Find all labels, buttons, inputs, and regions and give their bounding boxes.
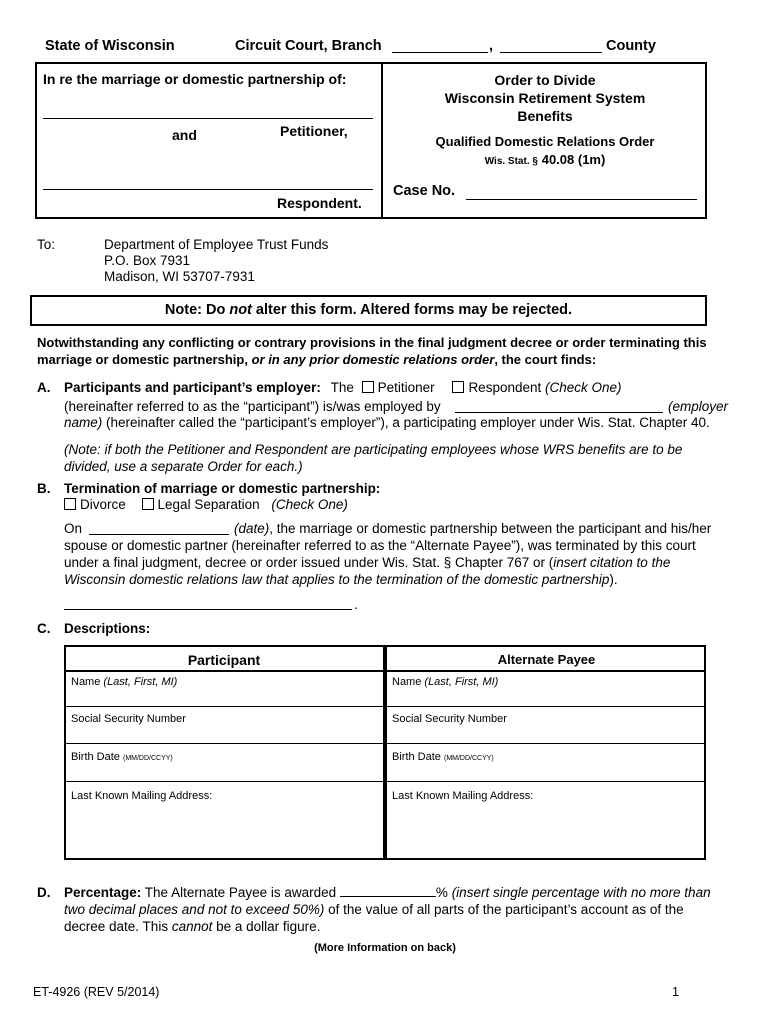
date-italic-label: (date) [234, 521, 270, 536]
note-not: not [229, 302, 252, 318]
section-d-letter: D. [37, 885, 51, 900]
participant-ssn-cell[interactable]: Social Security Number [71, 713, 186, 725]
etf-line-3: Madison, WI 53707-7931 [104, 269, 255, 284]
divorce-label: Divorce [80, 497, 126, 512]
respondent-checkbox[interactable] [452, 381, 464, 393]
alternate-address-cell[interactable]: Last Known Mailing Address: [392, 790, 534, 802]
county-label: County [606, 38, 656, 54]
section-d-line-2 [64, 902, 684, 917]
order-title [383, 71, 707, 125]
section-d-italic-2: two decimal places and not to exceed 50%) [64, 902, 325, 917]
section-b-heading: Termination of marriage or domestic partnership: [64, 481, 381, 496]
name-italic-label: name) [64, 415, 103, 430]
state-label: State of Wisconsin [45, 38, 175, 54]
alternate-birth-cell[interactable] [392, 751, 494, 763]
participant-column-header: Participant [187, 652, 261, 668]
section-a-check-one: (Check One) [545, 380, 622, 395]
table-rule-3 [64, 781, 706, 782]
etf-address [104, 237, 328, 285]
legal-separation-label: Legal Separation [157, 497, 260, 512]
legal-separation-checkbox[interactable] [142, 498, 154, 510]
alternate-birth-label: Birth Date [392, 751, 441, 763]
divorce-checkbox[interactable] [64, 498, 76, 510]
petitioner-name-field[interactable] [43, 118, 373, 119]
note-pre: Note: Do [164, 302, 230, 318]
alternate-name-cell[interactable] [392, 676, 498, 688]
petitioner-checkbox[interactable] [362, 381, 374, 393]
table-divider [383, 645, 387, 860]
table-rule-2 [64, 743, 706, 744]
section-c-heading: Descriptions: [64, 621, 151, 636]
to-label: To: [37, 237, 56, 252]
and-label: and [172, 127, 197, 143]
petitioner-option-label: Petitioner [377, 380, 435, 395]
termination-date-field[interactable] [89, 534, 229, 535]
title-line-1: Order to Divide [494, 72, 596, 88]
comma: , [489, 38, 494, 54]
statute [383, 152, 707, 167]
note-text [30, 302, 707, 318]
section-a-the: The [330, 380, 354, 395]
section-a-letter: A. [37, 380, 51, 395]
section-c-letter: C. [37, 621, 51, 636]
section-d-text-3a: decree date. This [64, 919, 172, 934]
section-b-letter: B. [37, 481, 51, 496]
petitioner-label: Petitioner, [280, 123, 348, 139]
case-no-field[interactable] [466, 199, 697, 200]
participant-name-cell[interactable] [71, 676, 177, 688]
participant-name-label: Name [71, 676, 101, 688]
section-d-text-2: of the value of all parts of the participant’s account as of the [324, 902, 684, 917]
intro-part-2: or in any prior domestic relations order [251, 352, 495, 367]
note-post: alter this form. Altered forms may be rejected. [251, 302, 573, 318]
section-a-line-1 [64, 380, 622, 395]
section-b-options [64, 497, 348, 512]
in-re-label: In re the marriage or domestic partnership of: [43, 71, 347, 87]
participant-birth-hint: (MM/DD/CCYY) [122, 755, 173, 762]
section-d-italic-1: (insert single percentage with no more than [447, 885, 711, 900]
statute-number: 40.08 (1m) [541, 152, 606, 167]
form-id: ET-4926 (REV 5/2014) [33, 985, 160, 999]
section-b-line-4 [64, 572, 618, 587]
etf-line-2: P.O. Box 7931 [104, 253, 191, 268]
etf-line-1: Department of Employee Trust Funds [104, 237, 329, 252]
section-b-line-3 [64, 555, 670, 570]
section-b-line-1-rest: , the marriage or domestic partnership between the participant and his/her [269, 521, 712, 536]
section-a-line-3-rest: (hereinafter called the “participant’s employer”), a participating employer under Wis. Stat. Chapter 40. [102, 415, 710, 430]
branch-field[interactable] [392, 52, 488, 53]
statute-prefix: Wis. Stat. § [484, 156, 538, 167]
participant-birth-label: Birth Date [71, 751, 120, 763]
alternate-ssn-cell[interactable]: Social Security Number [392, 713, 507, 725]
percentage-field[interactable] [340, 885, 436, 897]
participant-name-hint: (Last, First, MI) [103, 676, 178, 688]
citation-italic-1: insert citation to the [553, 555, 671, 570]
alternate-name-label: Name [392, 676, 422, 688]
percent-sign: % [435, 885, 448, 900]
section-b-line-3a: under a final judgment, decree or order issued under Wis. Stat. § Chapter 767 or ( [64, 555, 554, 570]
employer-name-field[interactable] [455, 412, 663, 413]
employer-italic-label: (employer [668, 399, 729, 414]
intro-part-1: Notwithstanding any conflicting or contrary provisions in the final judgment decree or order terminating this marriage or domestic partnership, [37, 335, 707, 367]
alternate-payee-column-header: Alternate Payee [497, 652, 596, 667]
section-b-check-one: (Check One) [271, 497, 348, 512]
title-line-2: Wisconsin Retirement System [444, 90, 646, 106]
table-rule-1 [64, 706, 706, 707]
page-number: 1 [672, 985, 679, 999]
section-b-line-1 [234, 521, 711, 536]
section-a-employed-text: (hereinafter referred to as the “participant”) is/was employed by [64, 399, 441, 414]
case-no-label: Case No. [393, 183, 456, 199]
alternate-birth-hint: (MM/DD/CCYY) [443, 755, 494, 762]
citation-field[interactable] [64, 609, 352, 610]
section-d-text-1: The Alternate Payee is awarded [141, 885, 340, 900]
section-b-line-2: spouse or domestic partner (hereinafter referred to as the “Alternate Payee”), was terminated by this court [64, 538, 696, 553]
table-header-rule [64, 670, 706, 672]
title-line-3: Benefits [517, 108, 573, 124]
county-field[interactable] [500, 52, 602, 53]
section-d-cannot: cannot [171, 919, 213, 934]
section-a-line-3 [64, 415, 710, 430]
section-b-line-4-end: ). [609, 572, 618, 587]
intro-part-3: , the court finds: [494, 352, 597, 367]
section-d-heading: Percentage: [64, 885, 142, 900]
citation-italic-2: Wisconsin domestic relations law that applies to the termination of the domestic partnership [64, 572, 610, 587]
respondent-option-label: Respondent [468, 380, 542, 395]
respondent-name-field[interactable] [43, 189, 373, 190]
intro-paragraph [37, 334, 727, 368]
respondent-label: Respondent. [277, 195, 362, 211]
section-d-line-3 [64, 919, 320, 934]
alternate-name-hint: (Last, First, MI) [424, 676, 499, 688]
participant-address-cell[interactable]: Last Known Mailing Address: [71, 790, 213, 802]
citation-period: . [354, 597, 358, 612]
section-a-heading: Participants and participant’s employer: [64, 380, 321, 395]
participant-birth-cell[interactable] [71, 751, 173, 763]
court-label: Circuit Court, Branch [235, 38, 382, 54]
section-a-note: (Note: if both the Petitioner and Respondent are participating employees whose WRS benefits are to be divided, use a separate Order for each.) [64, 442, 683, 474]
more-info-note: (More Information on back) [314, 942, 456, 954]
section-d-text-3b: be a dollar figure. [212, 919, 321, 934]
section-d-line-1 [64, 885, 711, 900]
section-b-on: On [64, 521, 83, 536]
qdro-title: Qualified Domestic Relations Order [435, 134, 655, 149]
